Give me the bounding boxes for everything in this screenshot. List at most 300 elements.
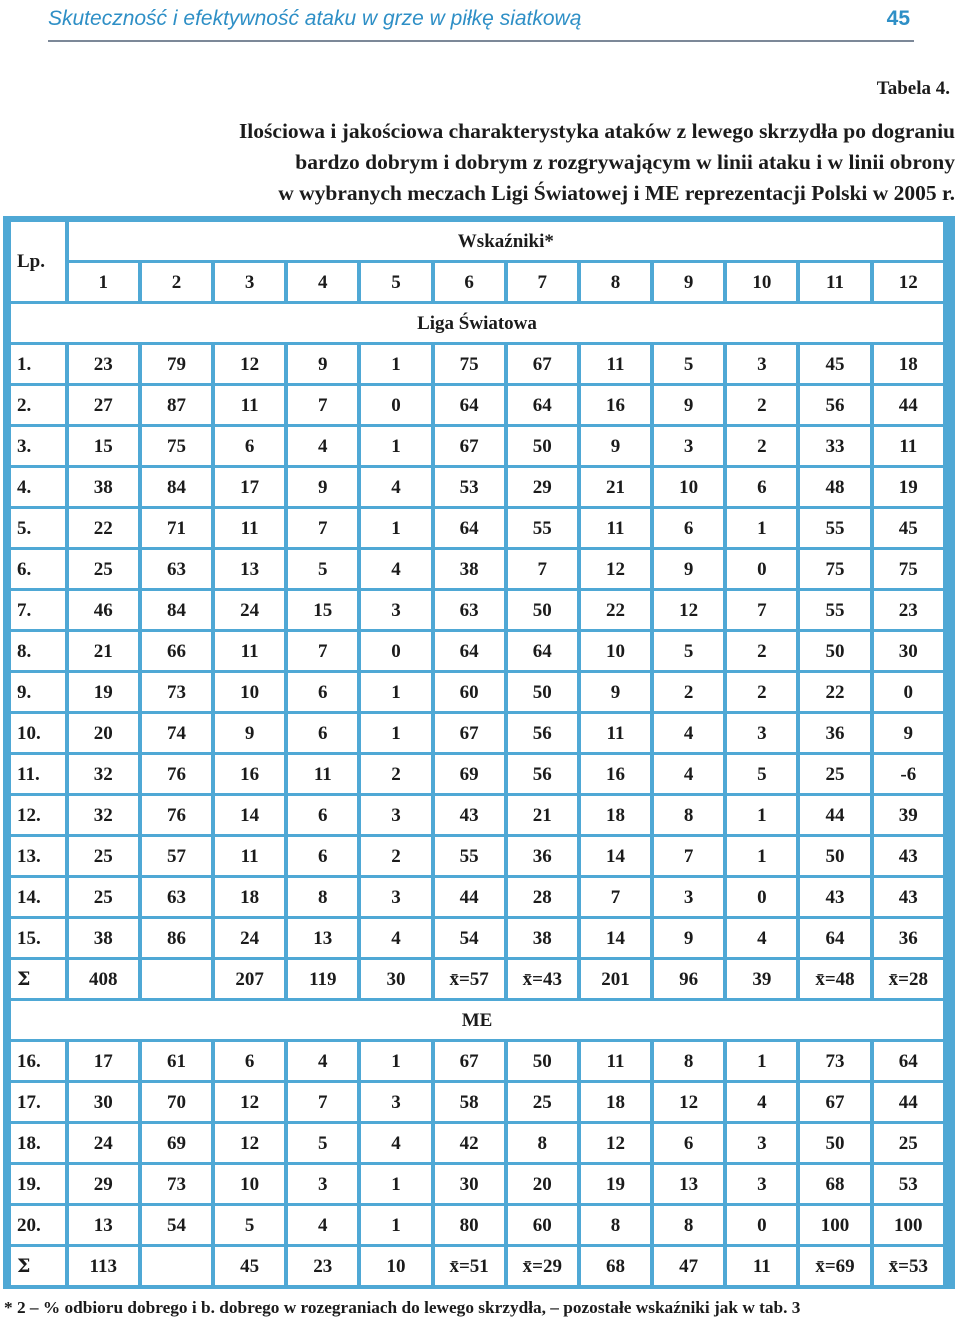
sum-cell: x̄=53 [874, 1247, 943, 1285]
data-cell: 22 [581, 591, 650, 629]
data-cell: 3 [361, 1083, 430, 1121]
table-body [11, 222, 943, 1285]
data-cell: 33 [800, 427, 869, 465]
data-cell: 2 [361, 755, 430, 793]
table-row [11, 755, 943, 793]
data-cell: 15 [69, 427, 138, 465]
data-cell: 25 [508, 1083, 577, 1121]
column-header: 4 [288, 263, 357, 301]
data-cell: 7 [288, 509, 357, 547]
data-cell: 71 [142, 509, 211, 547]
data-cell: 1 [727, 837, 796, 875]
sum-cell: 47 [654, 1247, 723, 1285]
data-cell: 5 [654, 632, 723, 670]
data-cell: 30 [874, 632, 943, 670]
row-number: 20. [11, 1206, 65, 1244]
table-row [11, 1083, 943, 1121]
data-cell: 11 [215, 386, 284, 424]
data-cell: 80 [435, 1206, 504, 1244]
data-cell: 30 [69, 1083, 138, 1121]
data-cell: 0 [361, 632, 430, 670]
data-cell: 9 [654, 550, 723, 588]
data-cell: 17 [69, 1042, 138, 1080]
data-cell: 5 [727, 755, 796, 793]
row-number: 16. [11, 1042, 65, 1080]
table-row [11, 427, 943, 465]
data-cell: 25 [69, 878, 138, 916]
row-number: 18. [11, 1124, 65, 1162]
sum-cell: 39 [727, 960, 796, 998]
data-cell: 19 [874, 468, 943, 506]
data-cell: 4 [361, 1124, 430, 1162]
table-row [11, 1206, 943, 1244]
data-cell: 8 [654, 1206, 723, 1244]
data-cell: 5 [215, 1206, 284, 1244]
sum-cell: x̄=43 [508, 960, 577, 998]
sum-cell: x̄=29 [508, 1247, 577, 1285]
column-header: 10 [727, 263, 796, 301]
column-header: 9 [654, 263, 723, 301]
data-cell: 43 [435, 796, 504, 834]
data-cell: 6 [654, 1124, 723, 1162]
data-cell: 32 [69, 755, 138, 793]
data-table [7, 222, 947, 1285]
data-cell: 10 [215, 673, 284, 711]
sigma-symbol: Σ [11, 1247, 65, 1285]
data-cell: 27 [69, 386, 138, 424]
data-cell: 3 [727, 714, 796, 752]
data-cell: 16 [215, 755, 284, 793]
data-cell: 84 [142, 468, 211, 506]
data-cell: 5 [288, 550, 357, 588]
table-row [11, 632, 943, 670]
data-cell: 30 [435, 1165, 504, 1203]
data-cell: 18 [581, 796, 650, 834]
data-cell: 12 [654, 591, 723, 629]
data-cell: 12 [215, 1083, 284, 1121]
data-cell: 17 [215, 468, 284, 506]
data-cell: 64 [435, 386, 504, 424]
data-cell: 3 [654, 878, 723, 916]
data-cell: 43 [874, 837, 943, 875]
data-cell: 4 [288, 427, 357, 465]
data-cell: 24 [215, 919, 284, 957]
row-number: 3. [11, 427, 65, 465]
data-cell: 22 [800, 673, 869, 711]
data-cell: 73 [800, 1042, 869, 1080]
data-cell: 3 [727, 1165, 796, 1203]
data-cell: 9 [874, 714, 943, 752]
data-cell: 39 [874, 796, 943, 834]
data-cell: 0 [361, 386, 430, 424]
data-cell: 7 [654, 837, 723, 875]
data-cell: 10 [581, 632, 650, 670]
data-cell: 38 [435, 550, 504, 588]
data-cell: 50 [508, 1042, 577, 1080]
data-cell: 4 [288, 1206, 357, 1244]
sum-cell [142, 1247, 211, 1285]
data-cell: 63 [142, 878, 211, 916]
data-cell: 1 [727, 509, 796, 547]
data-cell: 23 [69, 345, 138, 383]
data-cell: 8 [288, 878, 357, 916]
data-cell: 16 [581, 755, 650, 793]
data-cell: 100 [874, 1206, 943, 1244]
data-cell: 25 [69, 837, 138, 875]
data-cell: 8 [581, 1206, 650, 1244]
row-number: 4. [11, 468, 65, 506]
data-cell: 69 [142, 1124, 211, 1162]
data-cell: 10 [654, 468, 723, 506]
data-cell: 2 [361, 837, 430, 875]
data-cell: 12 [581, 1124, 650, 1162]
data-cell: 25 [69, 550, 138, 588]
table-row [11, 509, 943, 547]
data-cell: 67 [508, 345, 577, 383]
data-cell: 3 [727, 345, 796, 383]
data-cell: 38 [69, 468, 138, 506]
data-cell: 36 [874, 919, 943, 957]
row-number: 17. [11, 1083, 65, 1121]
data-cell: 28 [508, 878, 577, 916]
row-number: 7. [11, 591, 65, 629]
data-cell: 9 [654, 919, 723, 957]
data-cell: 56 [508, 755, 577, 793]
row-number: 11. [11, 755, 65, 793]
data-cell: 63 [142, 550, 211, 588]
section-header-row [11, 1001, 943, 1039]
data-cell: 14 [581, 919, 650, 957]
data-cell: 64 [435, 509, 504, 547]
sum-cell: 207 [215, 960, 284, 998]
data-cell: 50 [800, 1124, 869, 1162]
data-cell: 7 [288, 1083, 357, 1121]
data-cell: 29 [508, 468, 577, 506]
row-number: 5. [11, 509, 65, 547]
data-cell: 2 [727, 427, 796, 465]
section-title: Liga Światowa [11, 304, 943, 342]
sum-cell: 119 [288, 960, 357, 998]
sum-cell: x̄=48 [800, 960, 869, 998]
sum-cell: 10 [361, 1247, 430, 1285]
column-header: 2 [142, 263, 211, 301]
data-cell: 11 [581, 1042, 650, 1080]
data-cell: 1 [361, 345, 430, 383]
row-number: 14. [11, 878, 65, 916]
data-cell: 7 [288, 632, 357, 670]
data-cell: 42 [435, 1124, 504, 1162]
data-cell: 25 [874, 1124, 943, 1162]
data-cell: 45 [800, 345, 869, 383]
data-cell: 44 [874, 1083, 943, 1121]
data-cell: 75 [435, 345, 504, 383]
data-cell: 55 [800, 509, 869, 547]
row-number: 2. [11, 386, 65, 424]
sum-cell [142, 960, 211, 998]
data-cell: 36 [508, 837, 577, 875]
data-cell: 21 [581, 468, 650, 506]
data-cell: 2 [654, 673, 723, 711]
data-cell: 100 [800, 1206, 869, 1244]
table-caption-line-2: bardzo dobrym i dobrym z rozgrywającym w linii ataku i w linii obrony [295, 150, 955, 174]
data-cell: 8 [654, 796, 723, 834]
data-cell: 1 [361, 427, 430, 465]
data-cell: 44 [874, 386, 943, 424]
data-cell: 7 [727, 591, 796, 629]
data-cell: 9 [581, 673, 650, 711]
data-cell: 44 [800, 796, 869, 834]
data-cell: 84 [142, 591, 211, 629]
data-cell: 67 [435, 714, 504, 752]
running-title: Skuteczność i efektywność ataku w grze w piłkę siatkową [48, 7, 582, 30]
data-cell: 50 [508, 591, 577, 629]
data-cell: 6 [654, 509, 723, 547]
sum-cell: 113 [69, 1247, 138, 1285]
data-cell: 29 [69, 1165, 138, 1203]
data-cell: 1 [361, 1165, 430, 1203]
data-cell: 6 [727, 468, 796, 506]
section-title: ME [11, 1001, 943, 1039]
header-row-columns [11, 263, 943, 301]
data-cell: 6 [288, 796, 357, 834]
sum-cell: x̄=69 [800, 1247, 869, 1285]
data-cell: 6 [288, 837, 357, 875]
data-cell: 70 [142, 1083, 211, 1121]
data-cell: 20 [508, 1165, 577, 1203]
data-cell: 66 [142, 632, 211, 670]
data-cell: 46 [69, 591, 138, 629]
data-cell: 60 [508, 1206, 577, 1244]
data-cell: 0 [727, 1206, 796, 1244]
data-cell: 19 [69, 673, 138, 711]
data-cell: 64 [874, 1042, 943, 1080]
table-row [11, 919, 943, 957]
column-header: 12 [874, 263, 943, 301]
data-cell: 8 [654, 1042, 723, 1080]
data-cell: 13 [288, 919, 357, 957]
data-cell: 12 [581, 550, 650, 588]
data-cell: 16 [581, 386, 650, 424]
data-cell: 4 [654, 755, 723, 793]
data-cell: 53 [435, 468, 504, 506]
table-row [11, 714, 943, 752]
table-row [11, 1165, 943, 1203]
data-cell: 11 [215, 632, 284, 670]
data-cell: 2 [727, 386, 796, 424]
data-cell: 74 [142, 714, 211, 752]
data-cell: 76 [142, 796, 211, 834]
footnote: * 2 – % odbioru dobrego i b. dobrego w rozegraniach do lewego skrzydła, – pozostałe wskaźniki jak w tab. 3 [4, 1298, 801, 1317]
data-cell: 64 [508, 386, 577, 424]
data-cell: 1 [361, 714, 430, 752]
sum-cell: 23 [288, 1247, 357, 1285]
data-cell: 4 [361, 550, 430, 588]
data-cell: 3 [361, 796, 430, 834]
table-row [11, 386, 943, 424]
data-cell: 75 [874, 550, 943, 588]
data-cell: 38 [69, 919, 138, 957]
data-cell: 6 [288, 673, 357, 711]
data-cell: 87 [142, 386, 211, 424]
data-cell: 79 [142, 345, 211, 383]
sum-cell: x̄=57 [435, 960, 504, 998]
row-number: 15. [11, 919, 65, 957]
data-cell: 64 [435, 632, 504, 670]
row-number: 9. [11, 673, 65, 711]
table-row [11, 550, 943, 588]
table-row [11, 1042, 943, 1080]
data-cell: 4 [288, 1042, 357, 1080]
data-cell: 4 [727, 1083, 796, 1121]
data-cell: 36 [800, 714, 869, 752]
data-cell: 18 [874, 345, 943, 383]
table-row [11, 837, 943, 875]
lp-header: Lp. [11, 222, 65, 301]
data-cell: 1 [361, 1042, 430, 1080]
data-cell: 0 [727, 550, 796, 588]
data-cell: 4 [727, 919, 796, 957]
data-cell: 7 [508, 550, 577, 588]
row-number: 12. [11, 796, 65, 834]
data-cell: 48 [800, 468, 869, 506]
data-cell: 24 [69, 1124, 138, 1162]
sum-cell: 45 [215, 1247, 284, 1285]
data-cell: 3 [361, 591, 430, 629]
data-cell: 54 [435, 919, 504, 957]
data-cell: 75 [142, 427, 211, 465]
data-cell: 4 [361, 919, 430, 957]
data-cell: 25 [800, 755, 869, 793]
sum-row [11, 1247, 943, 1285]
data-cell: 9 [215, 714, 284, 752]
sum-cell: 96 [654, 960, 723, 998]
data-cell: 86 [142, 919, 211, 957]
data-cell: 56 [800, 386, 869, 424]
sigma-symbol: Σ [11, 960, 65, 998]
data-cell: 50 [508, 673, 577, 711]
data-cell: 64 [800, 919, 869, 957]
data-cell: 43 [800, 878, 869, 916]
data-cell: 11 [581, 345, 650, 383]
table-row [11, 1124, 943, 1162]
data-cell: 12 [215, 345, 284, 383]
data-cell: 18 [215, 878, 284, 916]
data-cell: 1 [727, 796, 796, 834]
column-header: 3 [215, 263, 284, 301]
section-header-row [11, 304, 943, 342]
data-cell: 3 [361, 878, 430, 916]
data-cell: 54 [142, 1206, 211, 1244]
data-cell: 61 [142, 1042, 211, 1080]
table-caption-line-1: Ilościowa i jakościowa charakterystyka ataków z lewego skrzydła po dograniu [238, 119, 955, 143]
row-number: 19. [11, 1165, 65, 1203]
row-number: 8. [11, 632, 65, 670]
table-caption-line-3: w wybranych meczach Ligi Światowej i ME reprezentacji Polski w 2005 r. [278, 181, 955, 205]
data-cell: 4 [361, 468, 430, 506]
sum-cell: 68 [581, 1247, 650, 1285]
data-cell: 60 [435, 673, 504, 711]
data-cell: 15 [288, 591, 357, 629]
data-cell: 9 [581, 427, 650, 465]
data-cell: 10 [215, 1165, 284, 1203]
column-header: 1 [69, 263, 138, 301]
data-cell: 11 [581, 509, 650, 547]
data-cell: 68 [800, 1165, 869, 1203]
data-cell: 32 [69, 796, 138, 834]
data-cell: 12 [215, 1124, 284, 1162]
data-cell: 50 [508, 427, 577, 465]
data-cell: 50 [800, 632, 869, 670]
data-cell: 18 [581, 1083, 650, 1121]
table-row [11, 796, 943, 834]
sum-cell: 30 [361, 960, 430, 998]
column-header: 6 [435, 263, 504, 301]
table-row [11, 345, 943, 383]
data-cell: 44 [435, 878, 504, 916]
data-cell: 50 [800, 837, 869, 875]
data-cell: 55 [508, 509, 577, 547]
data-cell: 9 [288, 468, 357, 506]
data-cell: 9 [288, 345, 357, 383]
sum-cell: x̄=28 [874, 960, 943, 998]
data-cell: 76 [142, 755, 211, 793]
data-cell: 5 [288, 1124, 357, 1162]
data-cell: 2 [727, 632, 796, 670]
table-row [11, 878, 943, 916]
table-row [11, 468, 943, 506]
column-header: 11 [800, 263, 869, 301]
data-cell: 4 [654, 714, 723, 752]
data-cell: 11 [215, 509, 284, 547]
data-cell: 6 [215, 427, 284, 465]
data-cell: 43 [874, 878, 943, 916]
data-cell: 24 [215, 591, 284, 629]
data-cell: 38 [508, 919, 577, 957]
data-cell: 1 [361, 1206, 430, 1244]
data-cell: 9 [654, 386, 723, 424]
indicators-header: Wskaźniki* [69, 222, 943, 260]
sum-cell: x̄=51 [435, 1247, 504, 1285]
data-cell: 7 [288, 386, 357, 424]
data-cell: 67 [435, 1042, 504, 1080]
data-cell: 0 [727, 878, 796, 916]
running-header [48, 0, 914, 42]
table-label: Tabela 4. [876, 78, 950, 99]
data-cell: 8 [508, 1124, 577, 1162]
data-cell: 14 [215, 796, 284, 834]
data-cell: 13 [215, 550, 284, 588]
column-header: 7 [508, 263, 577, 301]
data-cell: 57 [142, 837, 211, 875]
sum-cell: 408 [69, 960, 138, 998]
data-cell: 75 [800, 550, 869, 588]
data-cell: 11 [215, 837, 284, 875]
data-cell: 73 [142, 1165, 211, 1203]
data-cell: 7 [581, 878, 650, 916]
data-cell: 11 [874, 427, 943, 465]
data-cell: 3 [654, 427, 723, 465]
sum-cell: 11 [727, 1247, 796, 1285]
data-cell: 23 [874, 591, 943, 629]
data-cell: 13 [69, 1206, 138, 1244]
data-cell: 22 [69, 509, 138, 547]
row-number: 10. [11, 714, 65, 752]
data-cell: 11 [288, 755, 357, 793]
data-cell: 45 [874, 509, 943, 547]
data-cell: 0 [874, 673, 943, 711]
data-cell: 12 [654, 1083, 723, 1121]
row-number: 13. [11, 837, 65, 875]
